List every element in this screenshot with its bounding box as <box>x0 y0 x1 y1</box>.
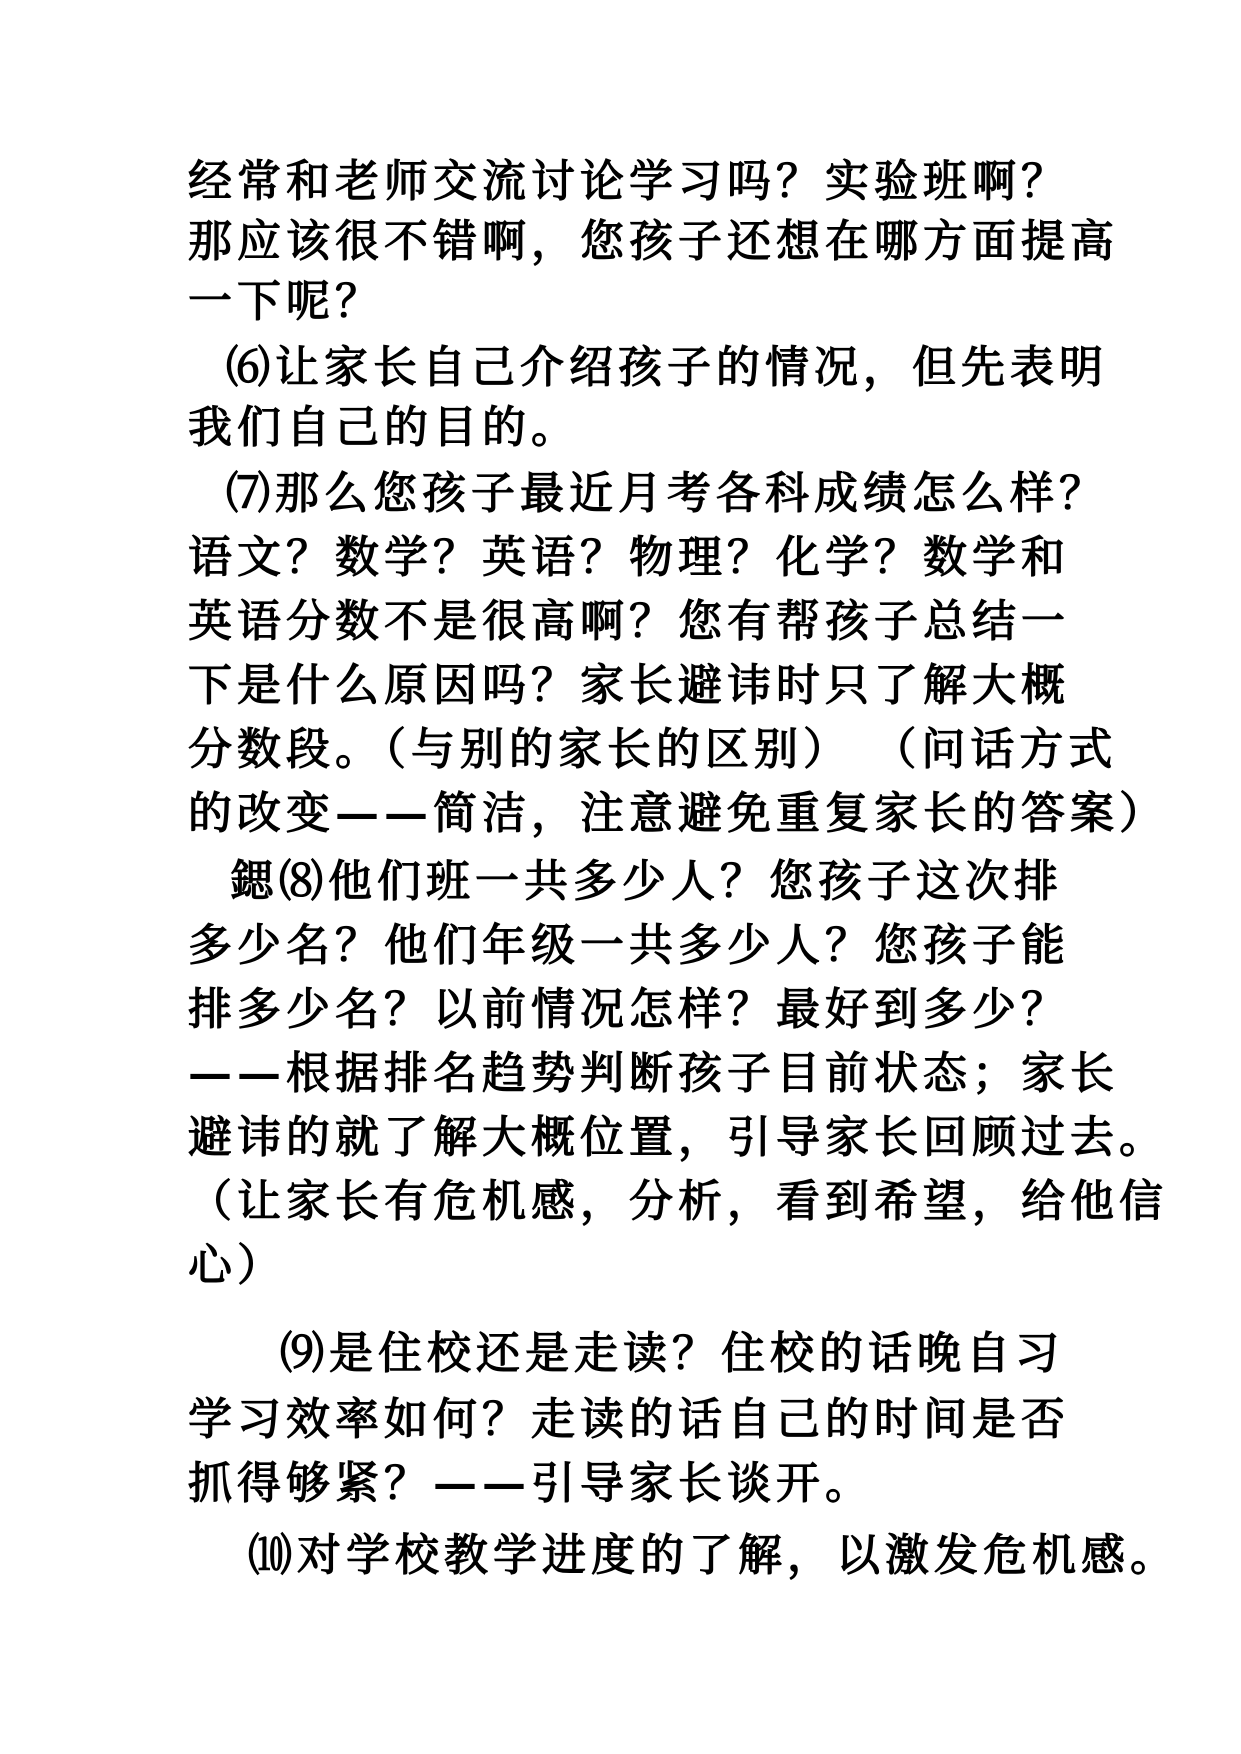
text-line: ⑽对学校教学进度的了解，以激发危机感。 <box>248 1530 1179 1581</box>
text-line: 语文？数学？英语？物理？化学？数学和 <box>188 532 1070 583</box>
text-line: ⑹让家长自己介绍孩子的情况，但先表明 <box>226 342 1108 393</box>
text-line: 的改变——简洁，注意避免重复家长的答案） <box>188 788 1168 839</box>
text-line: 鍶⑻他们班一共多少人？您孩子这次排 <box>230 856 1063 907</box>
text-line: 多少名？他们年级一共多少人？您孩子能 <box>188 920 1070 971</box>
text-line: 心） <box>188 1240 286 1291</box>
text-line: 那应该很不错啊，您孩子还想在哪方面提高 <box>188 216 1119 267</box>
text-line: 排多少名？以前情况怎样？最好到多少？ <box>188 984 1070 1035</box>
text-line: 学习效率如何？走读的话自己的时间是否 <box>188 1394 1070 1445</box>
text-line: 分数段。（与别的家长的区别） （问话方式 <box>188 724 1118 775</box>
text-line: 经常和老师交流讨论学习吗？实验班啊？ <box>188 156 1070 207</box>
text-line: 避讳的就了解大概位置，引导家长回顾过去。 <box>188 1112 1168 1163</box>
text-line: ——根据排名趋势判断孩子目前状态；家长 <box>188 1048 1119 1099</box>
text-line: ⑺那么您孩子最近月考各科成绩怎么样？ <box>226 468 1108 519</box>
text-line: 下是什么原因吗？家长避讳时只了解大概 <box>188 660 1070 711</box>
text-line: 一下呢？ <box>188 276 384 327</box>
text-line: ⑼是住校还是走读？住校的话晚自习 <box>280 1328 1064 1379</box>
text-line: 我们自己的目的。 <box>188 402 580 453</box>
text-line: （让家长有危机感，分析，看到希望，给他信 <box>188 1176 1168 1227</box>
text-line: 英语分数不是很高啊？您有帮孩子总结一 <box>188 596 1070 647</box>
text-line: 抓得够紧？——引导家长谈开。 <box>188 1458 874 1509</box>
